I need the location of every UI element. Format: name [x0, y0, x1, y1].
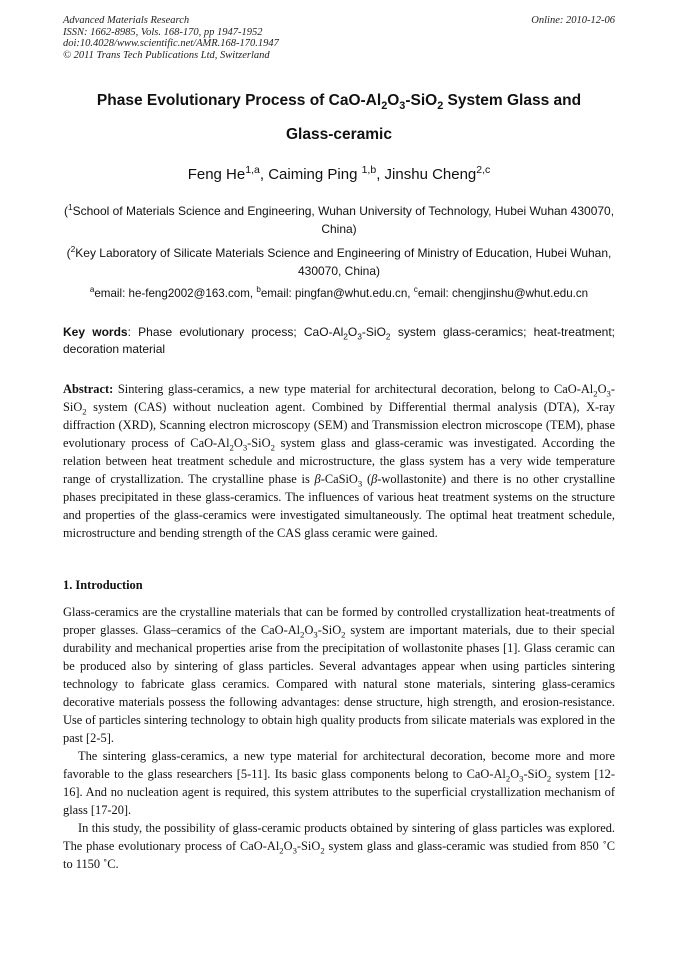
author-list	[63, 166, 615, 183]
journal-name: Advanced Materials Research	[63, 15, 190, 26]
email-c: email: chengjinshu@whut.edu.cn	[417, 287, 589, 300]
author: Jinshu Cheng$^{2,c}$	[384, 164, 491, 183]
abstract: Abstract: Sintering glass-ceramics, a new type material for architectural decoration, belong to CaO-$Al_2O_3-SiO_2$ system (CAS) without nucleation agent. Combined by Differential thermal analysis (DTA), X-ray diffraction (XRD), Scanning electron microscopy (SEM) and Transmission electron microscope (TEM), phase evolutionary process of CaO-$Al_2O_3-SiO_2$ system glass and glass-ceramic was investigated. According the relation between heat treatment schedule and microstructure, the glass system has a very wide temperature range of crystallization. The crystalline phase is β-CaSiO$_3$ (β-wollastonite) and there is no other crystalline phases precipitated in these glass-ceramics. The influences of various heat treatment systems on the structure and properties of the glass-ceramics were investigated simultaneously. The optimal heat treatment schedule, microstructure and bending strength of the CAS glass ceramic were gained.	[63, 382, 615, 540]
doi-line: doi:10.4028/www.scientific.net/AMR.168-170.1947	[63, 38, 279, 49]
issn-line: ISSN: 1662-8985, Vols. 168-170, pp 1947-1952	[63, 26, 263, 38]
affiliation-2: ($^2$Key Laboratory of Silicate Materials Science and Engineering of Ministry of Education, Hubei Wuhan, 430070, China)	[66, 244, 612, 278]
abstract-label: Abstract:	[63, 382, 114, 396]
author: Caiming Ping $^{1,b}$,	[268, 164, 385, 183]
paragraph: Glass-ceramics are the crystalline materials that can be formed by controlled crystallization heat-treatments of proper glasses. Glass–ceramics of the CaO-$Al_2O_3-SiO_2$ system are important materials, due to their special durability and mechanical properties arise from the precipitation of wollastonite phases [1]. Glass ceramic can be produced also by sintering of glass particles. Several advantages appear when using particles sintering technology to fabricate glass ceramics. Compared with natural stone materials, sintering glass-ceramics decorative materials possess the following advantages: dense structure, high strength, and erosion-resistance. Use of particles sintering technology to obtain high quality products from silicate materials was explored in the past [2-5].	[63, 605, 615, 745]
introduction-body	[63, 603, 615, 873]
paper-title: Phase Evolutionary Process of CaO-$Al_2O_3-SiO_2$ System Glass and	[96, 92, 582, 113]
keywords: Key words: Phase evolutionary process; CaO-$Al_2O_3-SiO_2$ system glass-ceramics; heat-treatment; decoration material	[63, 325, 615, 356]
online-date: Online: 2010-12-06	[531, 15, 615, 26]
paragraph: The sintering glass-ceramics, a new type material for architectural decoration, become more and more favorable to the glass researchers [5-11]. Its basic glass components belong to CaO-$Al_2O_3-SiO_2$ system [12-16]. And no nucleation agent is required, this system attributes to the superficial crystallization mechanism of glass [17-20].	[63, 749, 615, 817]
journal-header	[63, 15, 279, 61]
affiliation-1: ($^1$School of Materials Science and Engineering, Wuhan University of Technology, Hubei Wuhan 430070, China)	[63, 202, 615, 236]
section-heading: 1. Introduction	[63, 578, 143, 592]
paragraph: In this study, the possibility of glass-ceramic products obtained by sintering of glass particles was explored. The phase evolutionary process of CaO-$Al_2O_3-SiO_2$ system glass and glass-ceramic was studied from 850 ˚C to 1150 ˚C.	[63, 821, 615, 871]
author: Feng He$^{1,a}$,	[187, 164, 269, 183]
email-line: $^a$email: he-feng2002@163.com, $^b$email: pingfan@whut.edu.cn, $^c$email: chengjinshu@whut.edu.cn	[89, 285, 589, 300]
keywords-label: Key words	[63, 325, 128, 339]
email-a: email: he-feng2002@163.com,	[94, 287, 257, 300]
copyright-line: © 2011 Trans Tech Publications Ltd, Switzerland	[63, 49, 270, 61]
email-b: email: pingfan@whut.edu.cn,	[260, 287, 414, 300]
paper-title-line2: Glass-ceramic	[286, 126, 392, 143]
